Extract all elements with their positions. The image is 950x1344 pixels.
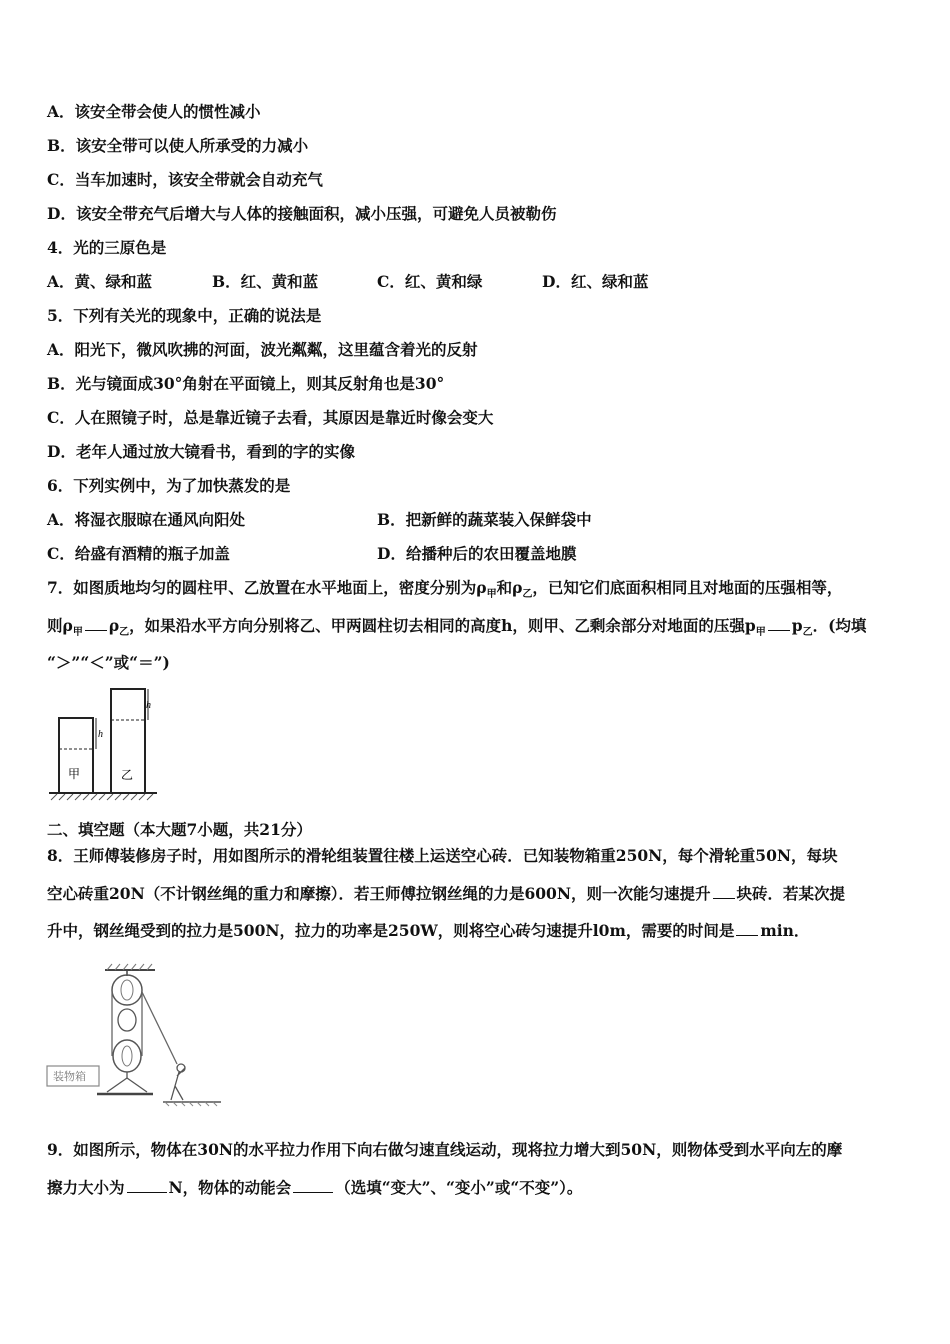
pull-rope [142, 992, 177, 1064]
q9-blank-2[interactable] [293, 1192, 333, 1193]
q3-option-d: D．该安全带充气后增大与人体的接触面积，减小压强，可避免人员被勒伤 [47, 204, 557, 223]
q8-blank-2[interactable] [736, 935, 758, 936]
q5-stem: 5．下列有关光的现象中，正确的说法是 [47, 306, 322, 325]
label-jia: 甲 [68, 767, 81, 781]
q5-option-a: A．阳光下，微风吹拂的河面，波光粼粼，这里蕴含着光的反射 [47, 340, 478, 359]
q5-option-c: C．人在照镜子时，总是靠近镜子去看，其原因是靠近时像会变大 [47, 408, 494, 427]
q4-option-b: B．红、黄和蓝 [212, 272, 319, 291]
cylinder-jia [59, 718, 93, 793]
q5-option-d: D．老年人通过放大镜看书，看到的字的实像 [47, 442, 355, 461]
q3-option-a: A．该安全带会使人的惯性减小 [47, 102, 261, 121]
q7-blank-1[interactable] [85, 630, 107, 631]
worker-icon [177, 1064, 185, 1072]
q6-option-b: B．把新鲜的蔬菜装入保鲜袋中 [377, 510, 592, 529]
q3-option-c: C．当车加速时，该安全带就会自动充气 [47, 170, 323, 189]
ground-hatch [51, 794, 153, 800]
q9-line-2: 擦力大小为 N，物体的动能会 （选填“变大”、“变小”或“不变”）。 [47, 1178, 583, 1197]
q6-option-a: A．将湿衣服晾在通风向阳处 [47, 510, 246, 529]
q3-option-b: B．该安全带可以使人所承受的力减小 [47, 136, 309, 155]
q4-stem: 4．光的三原色是 [47, 238, 167, 257]
label-yi: 乙 [121, 768, 134, 782]
q4-option-d: D．红、绿和蓝 [542, 272, 649, 291]
q8-line-3: 升中，钢丝绳受到的拉力是500N，拉力的功率是250W，则将空心砖匀速提升l0m，需要的时间是 min． [47, 921, 810, 940]
h-label-yi: h [146, 700, 151, 711]
q7-blank-2[interactable] [768, 630, 790, 631]
q8-pulley-figure [45, 962, 225, 1108]
q4-option-a: A．黄、绿和蓝 [47, 272, 153, 291]
q9-line-1: 9．如图所示，物体在30N的水平拉力作用下向右做匀速直线运动，现将拉力增大到50N，则物体受到水平向左的摩 [47, 1140, 843, 1159]
q7-cylinders-figure [45, 685, 165, 803]
movable-pulley-icon [113, 1040, 141, 1072]
h-label-jia: h [98, 729, 103, 740]
q6-stem: 6．下列实例中，为了加快蒸发的是 [47, 476, 291, 495]
q7-line-1: 7．如图质地均匀的圆柱甲、乙放置在水平地面上，密度分别为$\rho_甲$和$\rho_乙$，已知它们底面积相同且对地面的压强相等， [47, 578, 843, 601]
q7-line-2: 则$\rho_甲$ $\rho_乙$，如果沿水平方向分别将乙、甲两圆柱切去相同的高度h，则甲、乙剩余部分对地面的压强$p_甲$ $p_乙$．(均填 [47, 616, 867, 639]
q4-option-c: C．红、黄和绿 [377, 272, 483, 291]
q6-option-c: C．给盛有酒精的瓶子加盖 [47, 544, 230, 563]
q8-line-1: 8．王师傅装修房子时，用如图所示的滑轮组装置往楼上运送空心砖．已知装物箱重250N，每个滑轮重50N，每块 [47, 846, 838, 865]
small-pulley-icon [118, 1009, 136, 1031]
q6-option-d: D．给播种后的农田覆盖地膜 [377, 544, 577, 563]
q8-line-2: 空心砖重20N（不计钢丝绳的重力和摩擦）．若王师傅拉钢丝绳的力是600N，则一次能匀速提升 块砖．若某次提 [47, 884, 846, 903]
box-label: 装物箱 [53, 1070, 86, 1083]
q7-line-3: “＞”“＜”或“＝”) [47, 653, 170, 672]
q5-option-b: B．光与镜面成30°角射在平面镜上，则其反射角也是30° [47, 374, 445, 393]
section-2-heading: 二、填空题（本大题7小题，共21分） [47, 820, 312, 839]
q8-blank-1[interactable] [713, 898, 735, 899]
q9-blank-1[interactable] [127, 1192, 167, 1193]
